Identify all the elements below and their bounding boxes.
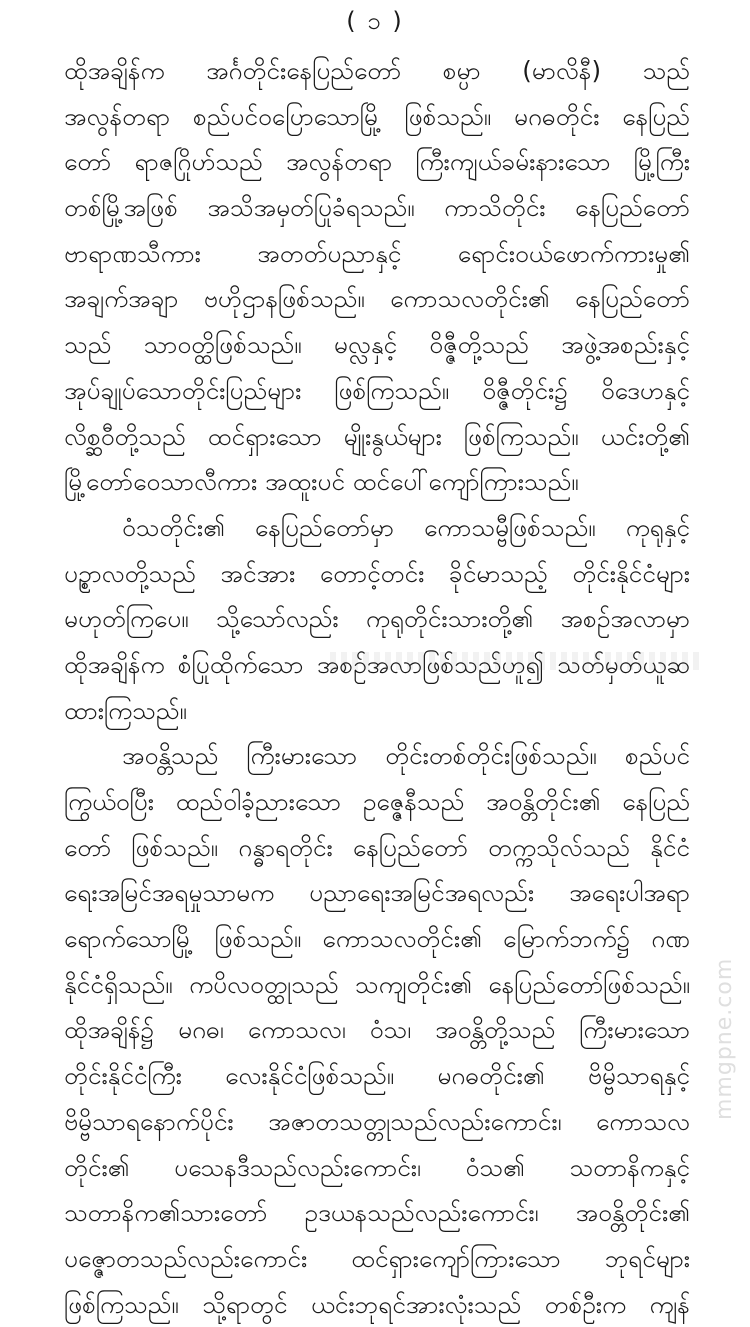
text-line: ဗိမ္ဗိသာရနောက်ပိုင်း အဇာတသတ္တုသည်လည်းကောင်း၊ ကောသလ — [64, 1106, 690, 1136]
page-number: ( ၁ ) — [346, 7, 404, 35]
text-line: တိုင်းနိုင်ငံကြီး လေးနိုင်ငံဖြစ်သည်။ မဂဓတိုင်း၏ ဗိမ္ဗိသာရနှင့် — [64, 1061, 690, 1091]
site-watermark: mmgpne.com — [712, 957, 737, 1120]
text-line: ပဉ္စာလတို့သည် အင်အား တောင့်တင်း ခိုင်မာသည့် တိုင်းနိုင်ငံများ — [64, 558, 690, 588]
text-line: ရောက်သောမြို့ ဖြစ်သည်။ ကောသလတိုင်း၏ မြောက်ဘက်၌ ဂဏ — [64, 924, 690, 954]
text-line: ဗာရာဏသီကား အတတ်ပညာနှင့် ရောင်းဝယ်ဖောက်ကားမှု၏ — [64, 238, 690, 268]
text-line: အဝန္တိသည် ကြီးမားသော တိုင်းတစ်တိုင်းဖြစ်သည်။ စည်ပင် — [122, 741, 690, 771]
text-line: သည် သာဝတ္ထိဖြစ်သည်။ မလ္လနှင့် ဝိဇ္ဇီတို့သည် အဖွဲ့အစည်းနှင့် — [64, 330, 690, 360]
text-line: တော် ဖြစ်သည်။ ဂန္ဓာရတိုင်း နေပြည်တော် တက္ကသိုလ်သည် နိုင်ငံ — [64, 832, 690, 862]
text-line: တော် ရာဇဂြိုဟ်သည် အလွန်တရာ ကြီးကျယ်ခမ်းနားသော မြို့ကြီး — [64, 147, 690, 177]
text-line: ထားကြသည်။ — [64, 695, 187, 725]
bleed-through-shadow — [330, 652, 700, 670]
text-line: မဟုတ်ကြပေ။ သို့သော်လည်း ကုရုတိုင်းသားတို့၏ အစဉ်အလာမှာ — [64, 604, 690, 634]
text-line: လိစ္ဆဝီတို့သည် ထင်ရှားသော မျိုးနွယ်များ ဖြစ်ကြသည်။ ယင်းတို့၏ — [64, 421, 690, 451]
text-line: ထိုအချိန်၌ မဂဓ၊ ကောသလ၊ ဝံသ၊ အဝန္တိတို့သည် ကြီးမားသော — [64, 1015, 690, 1045]
text-line: ပဇ္ဇောတသည်လည်းကောင်း ထင်ရှားကျော်ကြားသော ဘုရင်များ — [64, 1243, 690, 1273]
text-line: တစ်မြို့အဖြစ် အသိအမှတ်ပြုခံရသည်။ ကာသိတိုင်း နေပြည်တော် — [64, 193, 690, 223]
text-line: အလွန်တရာ စည်ပင်ဝပြောသောမြို့ ဖြစ်သည်။ မဂဓတိုင်း နေပြည် — [64, 101, 690, 131]
text-line: ထိုအချိန်က အင်္ဂတိုင်းနေပြည်တော် စမ္ပာ (မာလိနီ) သည် — [64, 56, 690, 85]
text-line: နိုင်ငံရှိသည်။ ကပိလဝတ္ထုသည် သကျတိုင်း၏ နေပြည်တော်ဖြစ်သည်။ — [64, 969, 690, 999]
page-text-body — [64, 48, 690, 1327]
text-line: အုပ်ချုပ်သောတိုင်းပြည်များ ဖြစ်ကြသည်။ ဝိဇ္ဇီတိုင်း၌ ဝိဒေဟနှင့် — [64, 375, 690, 405]
text-line: သတာနိက၏သားတော် ဥဒယနသည်လည်းကောင်း၊ အဝန္တိတိုင်း၏ — [64, 1198, 690, 1228]
text-line: အချက်အချာ ဗဟိုဌာနဖြစ်သည်။ ကောသလတိုင်း၏ နေပြည်တော် — [64, 284, 690, 314]
text-line: ဖြစ်ကြသည်။ သို့ရာတွင် ယင်းဘုရင်အားလုံးသည် တစ်ဦးက ကျန် — [64, 1289, 690, 1319]
text-line: ရေးအမြင်အရမှုသာမက ပညာရေးအမြင်အရလည်း အရေးပါအရာ — [64, 878, 690, 908]
text-line: တိုင်း၏ ပသေနဒီသည်လည်းကောင်း၊ ဝံသ၏ သတာနိကနှင့် — [64, 1152, 690, 1182]
text-line: ကြွယ်ဝပြီး ထည်ဝါခံ့ညားသော ဥဇ္ဇေနီသည် အဝန္တိတိုင်း၏ နေပြည် — [64, 787, 690, 816]
text-line: ဝံသတိုင်း၏ နေပြည်တော်မှာ ကောသမ္ဗီဖြစ်သည်။ ကုရုနှင့် — [122, 512, 690, 542]
text-line: ထိုအချိန်က စံပြုထိုက်သော အစဉ်အလာဖြစ်သည်ဟူ၍ သတ်မှတ်ယူဆ — [64, 649, 690, 679]
text-line: မြို့တော်ဝေသာလီကား အထူးပင် ထင်ပေါ်ကျော်ကြားသည်။ — [64, 467, 579, 497]
